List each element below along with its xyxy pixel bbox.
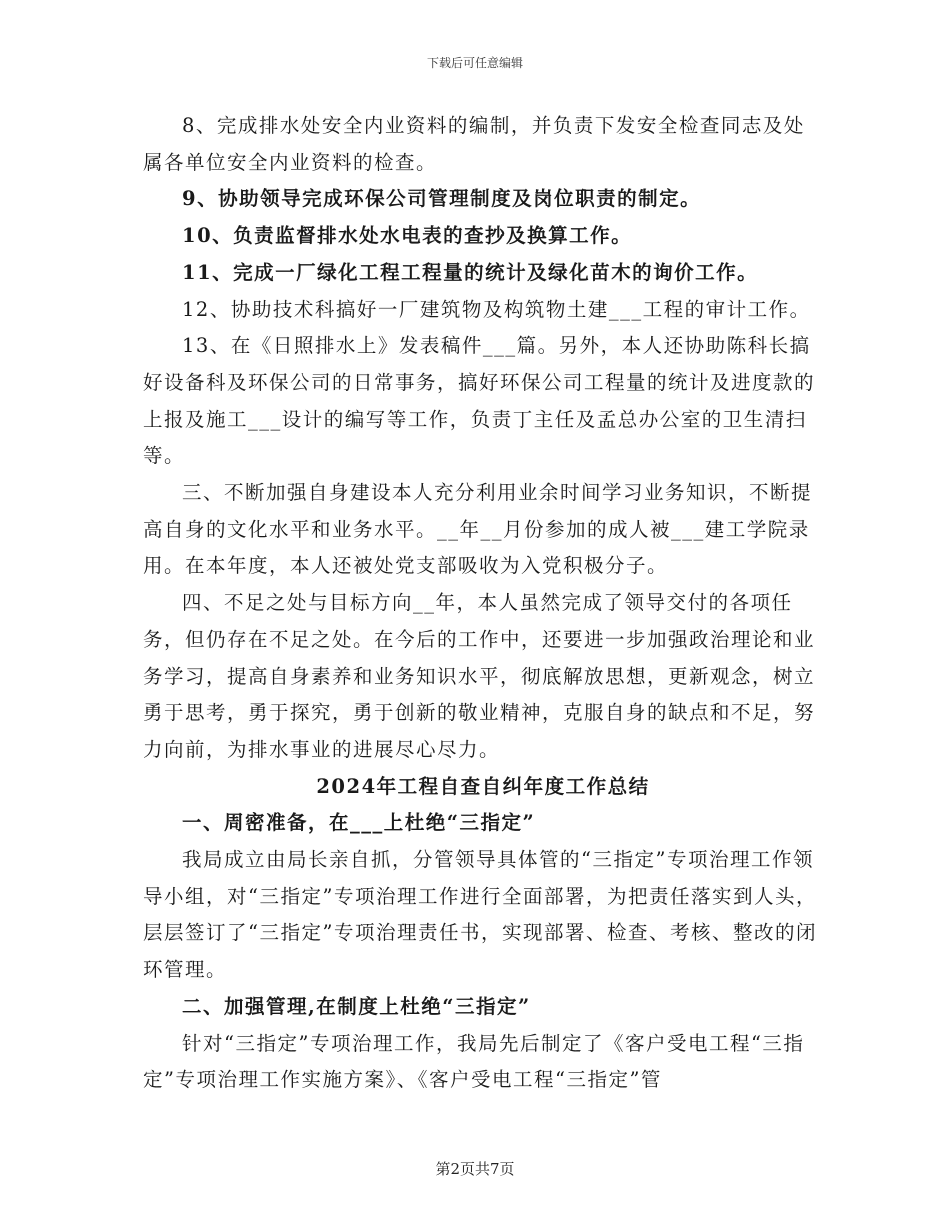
paragraph-item-11: 11、完成一厂绿化工程工程量的统计及绿化苗木的询价工作。: [182, 260, 759, 284]
paragraph-item-13: 13、在《日照排水上》发表稿件___篇。另外，本人还协助陈科长搞好设备科及环保公司的日常事务，搞好环保公司工程量的统计及进度款的上报及施工___设计的编写等工作，负责丁主任及孟总办公室的卫生清扫等。: [143, 334, 816, 468]
page-header: 下载后可任意编辑: [426, 56, 523, 70]
section-heading-2: 二、加强管理,在制度上杜绝“三指定”: [182, 994, 531, 1018]
section-body-2: 针对“三指定”专项治理工作，我局先后制定了《客户受电工程“三指定”专项治理工作实施方案》、《客户受电工程“三指定”管: [143, 1031, 805, 1092]
paragraph-item-9: 9、协助领导完成环保公司管理制度及岗位职责的制定。: [182, 187, 702, 211]
page-footer: 第2页共7页: [435, 1160, 515, 1178]
document-title: 2024年工程自查自纠年度工作总结: [316, 774, 650, 798]
document-body: [143, 108, 823, 1099]
paragraph-section-3: 三、不断加强自身建设本人充分利用业余时间学习业务知识，不断提高自身的文化水平和业务水平。__年__月份参加的成人被___建工学院录用。在本年度，本人还被处党支部吸收为入党积极分子。: [143, 481, 813, 578]
paragraph-item-10: 10、负责监督排水处水电表的查抄及换算工作。: [182, 224, 633, 248]
paragraph-section-4: 四、不足之处与目标方向__年，本人虽然完成了领导交付的各项任务，但仍存在不足之处。在今后的工作中，还要进一步加强政治理论和业务学习，提高自身素养和业务知识水平，彻底解放思想，更新观念，树立勇于思考，勇于探究，勇于创新的敬业精神，克服自身的缺点和不足，努力向前，为排水事业的进展尽心尽力。: [143, 591, 816, 761]
paragraph-item-8: 8、完成排水处安全内业资料的编制，并负责下发安全检查同志及处属各单位安全内业资料的检查。: [143, 114, 805, 174]
paragraph-item-12: 12、协助技术科搞好一厂建筑物及构筑物土建___工程的审计工作。: [182, 297, 811, 321]
section-heading-1: 一、周密准备，在___上杜绝“三指定”: [182, 811, 536, 835]
section-body-1: 我局成立由局长亲自抓，分管领导具体管的“三指定”专项治理工作领导小组，对“三指定”专项治理工作进行全面部署，为把责任落实到人头，层层签订了“三指定”专项治理责任书，实现部署、检查、考核、整改的闭环管理。: [143, 848, 817, 982]
